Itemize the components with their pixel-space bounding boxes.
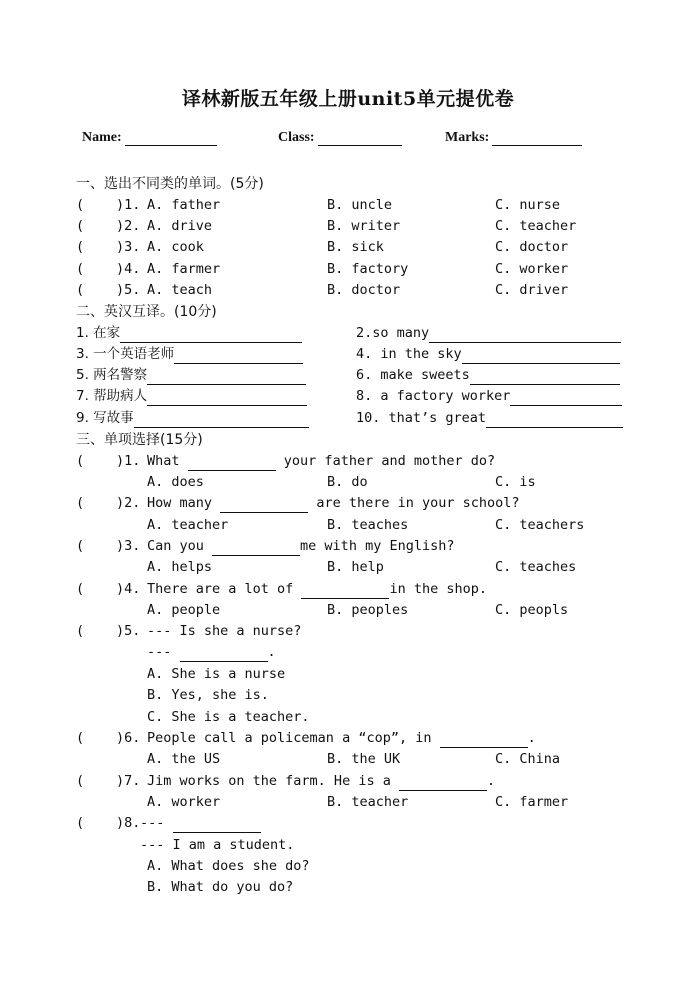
option-c: C. She is a teacher.: [147, 709, 310, 725]
option-c: C. China: [495, 751, 561, 767]
answer-paren[interactable]: (: [76, 495, 85, 511]
answer-blank[interactable]: [486, 412, 623, 428]
answer-paren[interactable]: (: [76, 815, 85, 831]
fill-blank[interactable]: [212, 541, 300, 556]
s1-item-4: [0, 259, 696, 279]
option-c: C. driver: [495, 282, 569, 298]
prompt-text: 1. 在家: [76, 325, 121, 341]
item-number: )4.: [116, 581, 141, 597]
option-b: B. do: [327, 474, 368, 490]
question-text: [140, 813, 261, 833]
option-a: A. father: [147, 197, 221, 213]
s1-item-2: [0, 216, 696, 236]
mc-options-8b: [0, 877, 696, 897]
translation-item-1: [76, 323, 302, 343]
question-pre: There are a lot of: [147, 581, 294, 597]
mc-options-3: [0, 557, 696, 577]
option-a: A. helps: [147, 559, 213, 575]
option-c: C. is: [495, 474, 536, 490]
reply-end: .: [267, 644, 276, 660]
option-c: C. peopls: [495, 602, 569, 618]
prompt-text: 10. that’s great: [356, 410, 487, 426]
mc-options-5c: [0, 707, 696, 727]
translation-item-7: [76, 386, 307, 406]
s1-item-5: [0, 280, 696, 300]
mc-options-5a: [0, 664, 696, 684]
option-b: B. peoples: [327, 602, 409, 618]
mc-options-6: [0, 749, 696, 769]
question-post: .: [527, 730, 536, 746]
answer-paren[interactable]: (: [76, 581, 85, 597]
question-pre: Jim works on the farm. He is a: [147, 773, 391, 789]
section-2-heading: 二、英汉互译。(10分): [76, 304, 217, 320]
answer-paren[interactable]: (: [76, 197, 85, 213]
option-c: C. teaches: [495, 559, 577, 575]
mc-question-7: [0, 771, 696, 791]
option-b: B. teacher: [327, 794, 409, 810]
question-text: [147, 536, 454, 556]
marks-blank[interactable]: [492, 131, 582, 146]
fill-blank[interactable]: [180, 647, 268, 662]
fill-blank[interactable]: [188, 456, 276, 471]
mc-question-8-reply: [0, 835, 696, 855]
question-text: [147, 579, 487, 599]
answer-blank[interactable]: [462, 348, 620, 364]
section-3-heading: 三、单项选择(15分): [76, 432, 203, 448]
reply-dashes: ---: [147, 644, 172, 660]
item-number: )6.: [116, 730, 141, 746]
mc-options-1: [0, 472, 696, 492]
class-label: Class:: [278, 130, 315, 145]
fill-blank[interactable]: [220, 498, 308, 513]
answer-paren[interactable]: (: [76, 730, 85, 746]
option-b: B. the UK: [327, 751, 401, 767]
marks-field: [445, 130, 582, 146]
mc-question-5: [0, 621, 696, 641]
mc-question-6: [0, 728, 696, 748]
item-number: )2.: [116, 495, 141, 511]
option-a: A. drive: [147, 218, 213, 234]
mc-question-4: [0, 579, 696, 599]
option-b: B. writer: [327, 218, 401, 234]
option-b: B. help: [327, 559, 384, 575]
answer-blank[interactable]: [470, 369, 620, 385]
mc-options-7: [0, 792, 696, 812]
translation-item-10: [356, 408, 623, 428]
mc-question-8: [0, 813, 696, 833]
option-b: B. What do you do?: [147, 879, 294, 895]
item-number: )3.: [116, 239, 141, 255]
answer-paren[interactable]: (: [76, 282, 85, 298]
fill-blank[interactable]: [301, 584, 389, 599]
mc-options-8a: [0, 856, 696, 876]
s1-item-3: [0, 237, 696, 257]
question-text: [147, 451, 495, 471]
answer-blank[interactable]: [510, 390, 622, 406]
question-text: [147, 771, 495, 791]
option-b: B. sick: [327, 239, 384, 255]
section-1-heading: 一、选出不同类的单词。(5分): [76, 176, 264, 192]
translation-item-3: [76, 344, 303, 364]
name-label: Name:: [82, 130, 122, 145]
option-a: A. teach: [147, 282, 213, 298]
marks-label: Marks:: [445, 130, 490, 145]
option-c: C. nurse: [495, 197, 561, 213]
prompt-text: 4. in the sky: [356, 346, 462, 362]
item-number: )4.: [116, 261, 141, 277]
name-field: [82, 130, 217, 146]
option-a: A. What does she do?: [147, 858, 310, 874]
mc-options-4: [0, 600, 696, 620]
answer-paren[interactable]: (: [76, 261, 85, 277]
translation-item-5: [76, 365, 306, 385]
option-c: C. teachers: [495, 517, 585, 533]
option-a: A. people: [147, 602, 221, 618]
option-c: C. doctor: [495, 239, 569, 255]
option-b: B. factory: [327, 261, 409, 277]
question-pre: How many: [147, 495, 213, 511]
mc-question-3: [0, 536, 696, 556]
fill-blank[interactable]: [440, 733, 528, 748]
prompt-text: 6. make sweets: [356, 367, 470, 383]
answer-blank[interactable]: [147, 390, 307, 406]
question-pre: People call a policeman a “cop”, in: [147, 730, 432, 746]
translation-item-8: [356, 386, 622, 406]
answer-blank[interactable]: [134, 412, 309, 428]
answer-blank[interactable]: [174, 348, 303, 364]
item-number: )3.: [116, 538, 141, 554]
option-c: C. teacher: [495, 218, 577, 234]
translation-item-2: [356, 323, 621, 343]
mc-question-1: [0, 451, 696, 471]
option-a: A. worker: [147, 794, 221, 810]
answer-paren[interactable]: (: [76, 239, 85, 255]
option-a: A. farmer: [147, 261, 221, 277]
mc-question-5-reply: [0, 642, 696, 662]
item-number: )7.: [116, 773, 141, 789]
option-a: A. the US: [147, 751, 221, 767]
translation-item-9: [76, 408, 309, 428]
option-c: C. worker: [495, 261, 569, 277]
translation-item-6: [356, 365, 620, 385]
answer-paren[interactable]: (: [76, 538, 85, 554]
item-number: )8.: [116, 815, 141, 831]
item-number: )2.: [116, 218, 141, 234]
item-number: )5.: [116, 623, 141, 639]
option-b: B. uncle: [327, 197, 393, 213]
option-a: A. does: [147, 474, 204, 490]
answer-paren[interactable]: (: [76, 623, 85, 639]
prompt-text: 9. 写故事: [76, 410, 134, 426]
prompt-text: 5. 两名警察: [76, 367, 148, 383]
item-number: )1.: [116, 453, 141, 469]
prompt-text: 2.so many: [356, 325, 430, 341]
option-a: A. teacher: [147, 517, 229, 533]
fill-blank[interactable]: [173, 818, 261, 833]
question-post: .: [486, 773, 496, 789]
prompt-text: 3. 一个英语老师: [76, 346, 175, 362]
question-pre: What: [147, 453, 180, 469]
option-b: B. Yes, she is.: [147, 687, 269, 703]
answer-blank[interactable]: [147, 369, 306, 385]
option-a: A. She is a nurse: [147, 666, 286, 682]
option-b: B. teaches: [327, 517, 409, 533]
fill-blank[interactable]: [399, 776, 487, 791]
item-number: )1.: [116, 197, 141, 213]
question-dashes: ---: [140, 815, 165, 831]
question-post: me with my English?: [300, 538, 455, 554]
translation-item-4: [356, 344, 620, 364]
mc-options-2: [0, 515, 696, 535]
question-post: are there in your school?: [316, 495, 520, 511]
answer-paren[interactable]: (: [76, 218, 85, 234]
prompt-text: 8. a factory worker: [356, 388, 511, 404]
name-blank[interactable]: [125, 131, 217, 146]
item-number: )5.: [116, 282, 141, 298]
answer-paren[interactable]: (: [76, 773, 85, 789]
question-post: in the shop.: [389, 581, 487, 597]
answer-paren[interactable]: (: [76, 453, 85, 469]
option-a: A. cook: [147, 239, 204, 255]
question-text: [147, 493, 520, 513]
option-c: C. farmer: [495, 794, 569, 810]
class-blank[interactable]: [318, 131, 402, 146]
s1-item-1: [0, 195, 696, 215]
question-post: your father and mother do?: [283, 453, 496, 469]
option-b: B. doctor: [327, 282, 401, 298]
question-pre: Can you: [147, 538, 204, 554]
reply-line: [147, 642, 276, 662]
answer-blank[interactable]: [120, 327, 302, 343]
reply-line: --- I am a student.: [140, 837, 295, 853]
prompt-text: 7. 帮助病人: [76, 388, 148, 404]
mc-question-2: [0, 493, 696, 513]
answer-blank[interactable]: [429, 327, 621, 343]
class-field: [278, 130, 402, 146]
mc-options-5b: [0, 685, 696, 705]
question-text: [147, 728, 536, 748]
question-text: --- Is she a nurse?: [147, 623, 302, 639]
page-title: 译林新版五年级上册unit5单元提优卷: [181, 88, 515, 110]
